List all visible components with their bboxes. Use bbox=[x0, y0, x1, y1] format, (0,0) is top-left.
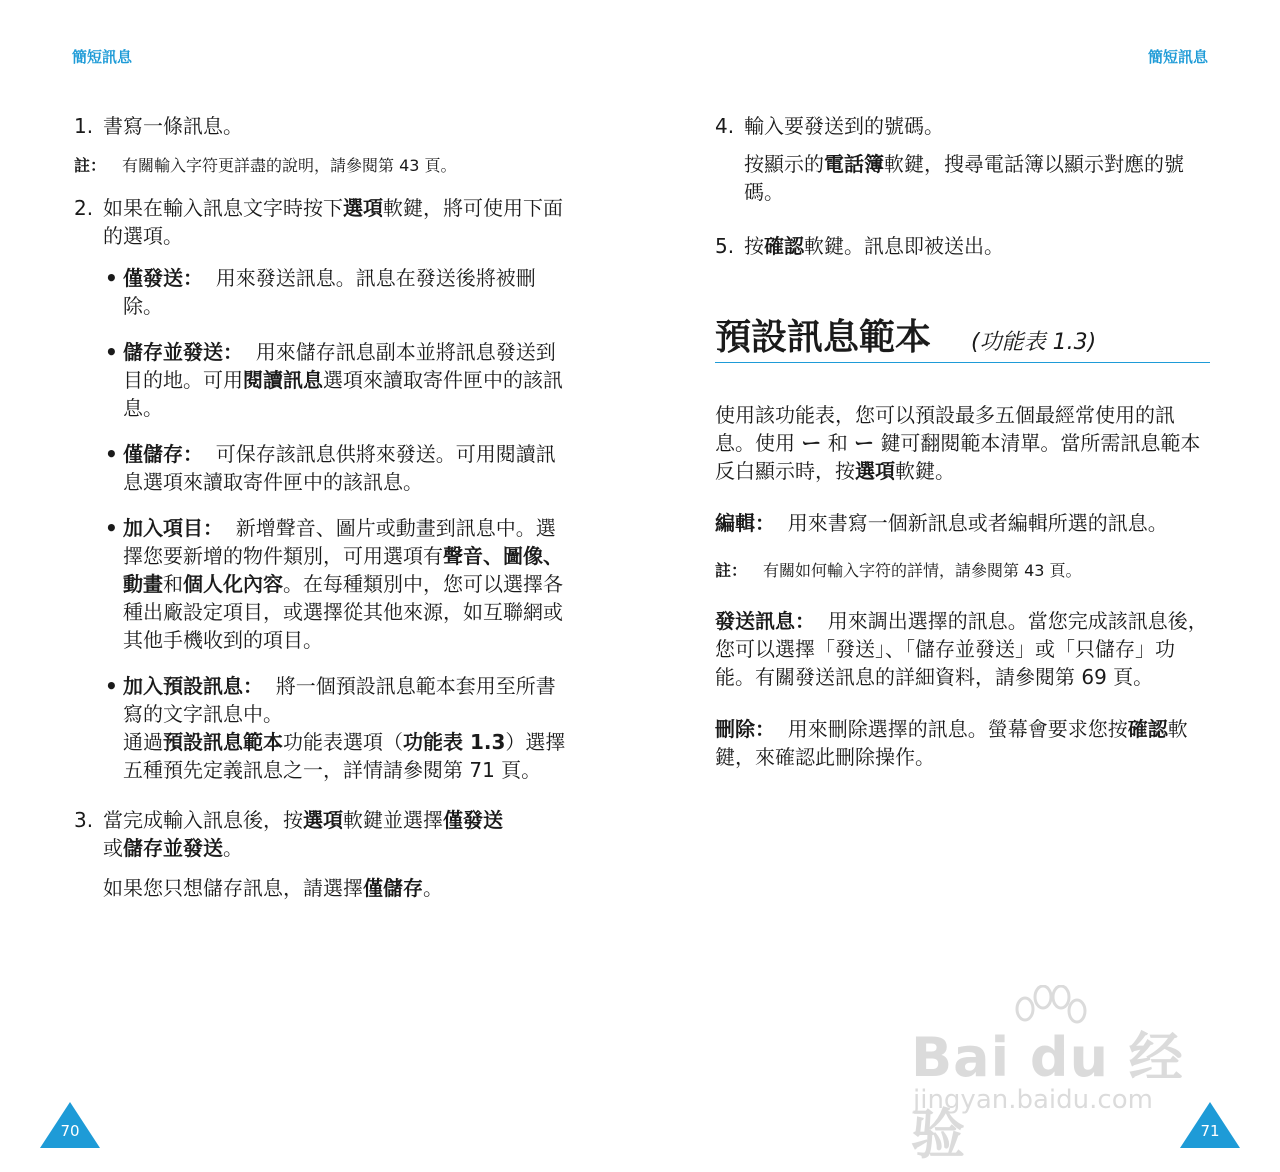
step-4 bbox=[715, 112, 1210, 140]
section-title: 預設訊息範本 bbox=[715, 317, 932, 358]
step-number: 1. bbox=[74, 114, 94, 138]
softkey-name: 選項 bbox=[303, 808, 343, 832]
note-text: 有關如何輸入字符的詳情，請參閱第 43 頁。 bbox=[763, 561, 1082, 580]
option-delete bbox=[715, 715, 1210, 771]
step-number: 4. bbox=[715, 114, 735, 138]
step-text-part: 。 bbox=[223, 836, 243, 860]
watermark-url: jingyan.baidu.com bbox=[913, 1085, 1153, 1115]
intro-text: 鍵可翻閱範本清單。當所需訊息範本反白顯示時，按 bbox=[715, 431, 1201, 483]
option-item: • 儲存並發送： 用來儲存訊息副本並將訊息發送到目的地。可用閱讀訊息選項來讀取寄件匣中的該訊息。 bbox=[105, 340, 563, 420]
intro-text: 軟鍵。 bbox=[895, 459, 955, 483]
option-label: 加入項目： bbox=[123, 516, 223, 540]
option-bold: 聲音、圖像、動畫 bbox=[123, 544, 563, 596]
option-label: 僅發送： bbox=[123, 266, 203, 290]
option-bold: 功能表 1.3 bbox=[403, 730, 506, 754]
step-1 bbox=[74, 112, 574, 140]
option-text: 可保存該訊息供將來發送。可用閱讀訊息選項來讀取寄件匣中的該訊息。 bbox=[123, 442, 556, 494]
option-label: 編輯： bbox=[715, 511, 775, 535]
page-number: 70 bbox=[60, 1122, 80, 1140]
option-text: 將一個預設訊息範本套用至所書寫的文字訊息中。 bbox=[123, 674, 556, 726]
option-item: • 加入項目： 新增聲音、圖片或動畫到訊息中。選擇您要新增的物件類別，可用選項有聲音、圖像、動畫和個人化內容。在每種類別中，您可以選擇各種出廠設定項目，或選擇從其他來源，如互聯網或其他手機收到的項目。 bbox=[105, 516, 563, 652]
option-bold: 僅發送 bbox=[443, 808, 503, 832]
step-text bbox=[103, 194, 574, 250]
option-label: 加入預設訊息： bbox=[123, 674, 263, 698]
option-item: • 加入預設訊息： 將一個預設訊息範本套用至所書寫的文字訊息中。 通過預設訊息範本功能表選項（功能表 1.3）選擇五種預先定義訊息之一，詳情請參閱第 71 頁。 bbox=[105, 674, 566, 782]
option-edit bbox=[715, 509, 1210, 537]
right-page-body bbox=[715, 112, 1210, 771]
section-intro bbox=[715, 401, 1210, 485]
step-text-part: 軟鍵並選擇 bbox=[343, 808, 443, 832]
step-3-detail bbox=[103, 874, 574, 902]
option-text: 。在每種類別中，您可以選擇各種出廠設定項目，或選擇從其他來源，如互聯網或其他手機收到的項目。 bbox=[123, 572, 563, 652]
step-text-part: 當完成輸入訊息後，按 bbox=[103, 808, 303, 832]
option-label: 儲存並發送： bbox=[123, 340, 243, 364]
step-text-part: 。 bbox=[423, 876, 443, 900]
running-header-left: 簡短訊息 bbox=[72, 48, 133, 66]
option-bold: 閱讀訊息 bbox=[243, 368, 323, 392]
softkey-name: 確認 bbox=[764, 234, 804, 258]
softkey-name: 確認 bbox=[1127, 717, 1168, 741]
option-text: 新增聲音、圖片或動畫到訊息中。選擇您要新增的物件類別，可用選項有 bbox=[123, 516, 556, 568]
option-bold: 個人化內容 bbox=[183, 572, 283, 596]
note-label: 註： bbox=[74, 156, 107, 175]
step-text bbox=[103, 806, 574, 862]
option-bold: 僅儲存 bbox=[363, 876, 423, 900]
option-item: • 僅發送： 用來發送訊息。訊息在發送後將被刪除。 bbox=[105, 266, 536, 318]
option-text: 用來調出選擇的訊息。當您完成該訊息後，您可以選擇「發送」、「儲存並發送」或「只儲存」功能。有關發送訊息的詳細資料，請參閱第 69 頁。 bbox=[715, 609, 1208, 689]
option-text: 軟鍵，來確認此刪除操作。 bbox=[715, 717, 1188, 769]
step-text-part: 軟鍵，搜尋電話簿以顯示對應的號碼。 bbox=[744, 152, 1184, 204]
option-label: 發送訊息： bbox=[715, 609, 815, 633]
step-text: 輸入要發送到的號碼。 bbox=[744, 114, 944, 138]
step-text-part: 如果您只想儲存訊息，請選擇 bbox=[103, 876, 363, 900]
softkey-name: 選項 bbox=[855, 459, 895, 483]
option-text: 用來儲存訊息副本並將訊息發送到目的地。可用 bbox=[123, 340, 556, 392]
option-text: 功能表選項（ bbox=[283, 730, 403, 754]
note bbox=[74, 154, 574, 178]
step-3 bbox=[74, 806, 574, 862]
step-text-part: 軟鍵。訊息即被送出。 bbox=[804, 234, 1004, 258]
option-item: • 僅儲存： 可保存該訊息供將來發送。可用閱讀訊息選項來讀取寄件匣中的該訊息。 bbox=[105, 442, 556, 494]
option-label: 僅儲存： bbox=[123, 442, 203, 466]
note bbox=[715, 559, 1210, 583]
option-text: 選項來讀取寄件匣中的該訊息。 bbox=[123, 368, 563, 420]
step-text-part: 如果在輸入訊息文字時按下 bbox=[103, 196, 343, 220]
note-text: 有關輸入字符更詳盡的說明，請參閱第 43 頁。 bbox=[122, 156, 457, 175]
intro-text: 使用該功能表，您可以預設最多五個最經常使用的訊息。使用 bbox=[715, 403, 1175, 455]
step-2 bbox=[74, 194, 574, 250]
step-5 bbox=[715, 232, 1210, 260]
option-text: 通過 bbox=[123, 730, 163, 754]
option-label: 刪除： bbox=[715, 717, 775, 741]
step-text-part: 軟鍵，將可使用下面的選項。 bbox=[103, 196, 563, 248]
note-label: 註： bbox=[715, 561, 748, 580]
step-number: 5. bbox=[715, 234, 735, 258]
step-text: 書寫一條訊息。 bbox=[103, 114, 243, 138]
page-number-badge-left bbox=[40, 1102, 100, 1148]
left-page-body bbox=[74, 112, 574, 902]
running-header-right: 簡短訊息 bbox=[1147, 48, 1208, 66]
watermark-logo: Bai du 经验 bbox=[911, 1026, 1184, 1166]
option-text: 用來刪除選擇的訊息。螢幕會要求您按 bbox=[787, 717, 1128, 741]
step-text-part: 或 bbox=[103, 836, 123, 860]
option-bold: 預設訊息範本 bbox=[163, 730, 283, 754]
softkey-name: 選項 bbox=[343, 196, 383, 220]
nav-key-icon: ー bbox=[854, 431, 875, 455]
step-text bbox=[744, 232, 1210, 260]
option-text: 用來書寫一個新訊息或者編輯所選的訊息。 bbox=[787, 511, 1168, 535]
step-number: 2. bbox=[74, 196, 94, 220]
option-bold: 儲存並發送 bbox=[123, 836, 223, 860]
option-text: 和 bbox=[163, 572, 183, 596]
page-number: 71 bbox=[1200, 1122, 1220, 1140]
baidu-watermark bbox=[905, 985, 1205, 1166]
step-text-part: 按 bbox=[744, 234, 764, 258]
intro-text: 和 bbox=[827, 431, 848, 455]
step-text-part: 按顯示的 bbox=[744, 152, 824, 176]
section-heading bbox=[715, 316, 1210, 363]
option-text: 用來發送訊息。訊息在發送後將被刪除。 bbox=[123, 266, 536, 318]
softkey-name: 電話簿 bbox=[824, 152, 884, 176]
step-number: 3. bbox=[74, 808, 94, 832]
option-text: ）選擇五種預先定義訊息之一，詳情請參閱第 71 頁。 bbox=[123, 730, 566, 782]
step-4-detail bbox=[744, 150, 1210, 206]
section-menu-ref: (功能表 1.3) bbox=[971, 330, 1097, 355]
option-send bbox=[715, 607, 1210, 691]
nav-key-icon: ー bbox=[801, 431, 822, 455]
